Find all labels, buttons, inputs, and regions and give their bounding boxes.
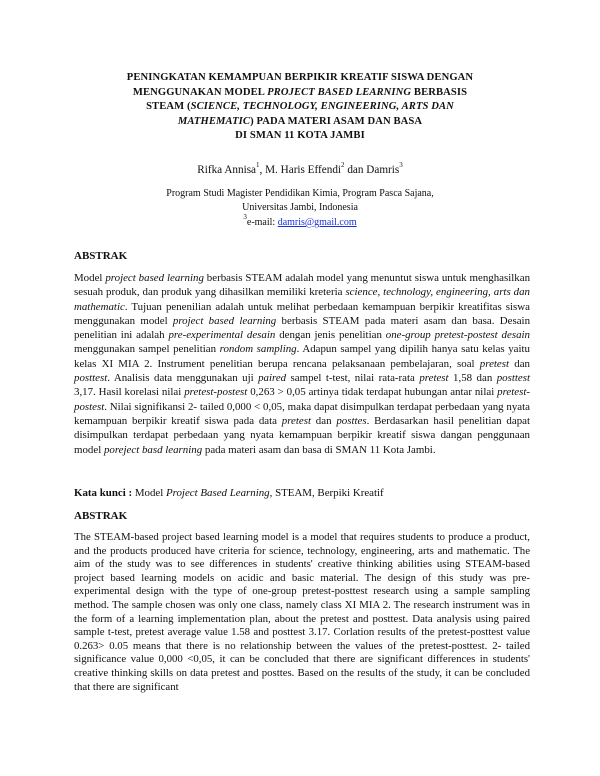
author-name: Rifka Annisa [197, 164, 257, 176]
abstract-heading: ABSTRAK [74, 250, 128, 262]
abstract-italic: posttest [74, 372, 108, 385]
abstract-text: . Tujuan penenilian adalah untuk melihat perbedaan kemampuan berpikir kreatifitas siswa menggunakan model [74, 300, 530, 327]
abstract-english: The STEAM-based project based learning model is a model that requires students to produce a product, and the products produced have criteria for science, technology, engineering, arts and mathematic. The aim of the study was to see differences in students' creative thinking abilities using STEAM-based project based learning models on acidic and basic material. The design of this study was pre-experimental design with the type of one-group pretest-posttest research using a sample sampling method. The sample chosen was only one class, namely class XI MIA 2. The research instrument was in the form of a learning implementation plan, about the pretest and posttest. Data analysis using paired sample t-test, pretest average value 1.58 and posttest 3.17. Corlation results of the pretest-posttest value 0.263> 0.05 means that there is no relationship between the values of the pretest-posttest. 2- tailed significance value 0,000 <0,05, it can be concluded that there are significant differences in students' creative thinking skills on data pretest and posttes. Based on the results of the study, it can be concluded that there are significant [74, 531, 530, 693]
abstract-text: 0,263 > 0,05 artinya tidak terdapat hubungan antar nilai [247, 386, 498, 399]
title-text: MENGGUNAKAN MODEL [132, 86, 268, 98]
abstract-text: dan [509, 357, 530, 370]
author-sup: 3 [399, 161, 403, 170]
abstract-italic: pre-experimental desain [168, 329, 276, 342]
abstract-italic: pretest [281, 414, 312, 427]
abstract-text: . Analisis data menggunakan uji [107, 372, 259, 385]
abstract-text: . Adapun sampel yang dipilih hanya satu kelas yaitu kelas XI MIA 2. Instrument penelitian berupa rencana pelaksanaan pembelajaran, soal [74, 343, 531, 370]
email-label: e-mail: [246, 216, 278, 228]
abstract-text: 3,17. Hasil korelasi nilai [74, 386, 185, 399]
affiliation-line-1: Program Studi Magister Pendidikan Kimia, Program Pasca Sajana, [166, 188, 434, 199]
abstract-text: dan [311, 414, 337, 427]
keywords-text: STEAM, Berpiki Kreatif [272, 487, 384, 499]
author-name: dan Damris [344, 164, 400, 176]
author-list [0, 163, 600, 177]
abstract-italic: pretest [419, 372, 449, 385]
author-sup: 1 [256, 161, 260, 170]
email-sup: 3 [243, 213, 247, 222]
abstract-italic: posttes [336, 414, 367, 427]
abstract-italic: pretest-postest [74, 386, 530, 413]
abstract-text: pada materi asam dan basa di SMAN 11 Kota Jambi. [202, 443, 436, 456]
abstract-italic: posttest [496, 372, 530, 385]
author-name: , M. Haris Effendi [259, 164, 342, 176]
abstract-text: dengan jenis penelitian [275, 329, 386, 342]
title-text: STEAM ( [146, 101, 191, 113]
author-sup: 2 [341, 161, 345, 170]
abstract-text: menggunakan sampel penelitian [74, 343, 220, 356]
abstract-italic: project based learning [105, 272, 204, 284]
keywords-text: Model [132, 487, 166, 499]
title-line-4 [90, 115, 510, 130]
abstract-indonesian [74, 271, 530, 457]
affiliation-line-2: Universitas Jambi, Indonesia [242, 202, 358, 214]
title-italic: PROJECT BASED LEARNING [267, 86, 412, 98]
abstract-italic: one-group pretest-postest desain [385, 329, 530, 342]
abstract-italic: science, technology, engineering, arts dan mathematic [74, 286, 530, 313]
abstract-text: . Nilai signifikansi 2- tailed 0,000 < 0,05, maka dapat disimpulkan terdapat perbedaan yang nyata kemampuan berpikir kreatif siswa pada data [74, 400, 530, 427]
abstract-text: 1,58 dan [448, 372, 497, 385]
abstract-text: . Berdasarkan hasil penelitian dapat disimpulkan terdapat perbedaan yang nyata kemampuan berpikir kreatif siswa dangan penggunaan model [74, 414, 530, 456]
abstract-italic: pretest [479, 357, 510, 370]
keywords-italic: Project Based Learning, [165, 487, 273, 499]
title-text: ) PADA MATERI ASAM DAN BASA [250, 115, 423, 127]
abstract-italic: paired [258, 372, 287, 385]
keywords [74, 487, 530, 499]
abstract-text: berbasis STEAM pada materi asam dan basa. Desain penelitian ini adalah [74, 314, 531, 342]
abstract-italic: project based learning [172, 314, 277, 327]
paper-title [90, 71, 510, 144]
abstract-italic: rondom sampling [219, 343, 297, 356]
abstract-italic: poreject basd learning [103, 443, 203, 456]
keywords-label: Kata kunci : [74, 487, 133, 499]
title-line-3 [90, 100, 510, 115]
title-text: BERBASIS [411, 86, 468, 98]
title-line-1: PENINGKATAN KEMAMPUAN BERPIKIR KREATIF SISWA DENGAN [126, 72, 474, 83]
abstract-text: berbasis STEAM adalah model yang menuntut siswa untuk menghasilkan sesuah produk, dan produk yang dihasilkan memiliki kreteria [74, 272, 531, 299]
title-line-2 [90, 86, 510, 101]
abstract-text: Model [74, 272, 106, 284]
title-italic: SCIENCE, TECHNOLOGY, ENGINEERING, ARTS DAN [190, 101, 454, 113]
email-line [0, 213, 600, 230]
title-line-5: DI SMAN 11 KOTA JAMBI [235, 130, 365, 142]
email-link[interactable]: damris@gmail.com [277, 216, 357, 228]
abstract-italic: pretest-postest [184, 386, 248, 399]
abstract-en-heading: ABSTRAK [74, 510, 128, 522]
abstract-text: sampel t-test, nilai rata-rata [286, 372, 420, 385]
affiliation [0, 187, 600, 230]
title-italic: MATHEMATIC [177, 115, 251, 127]
